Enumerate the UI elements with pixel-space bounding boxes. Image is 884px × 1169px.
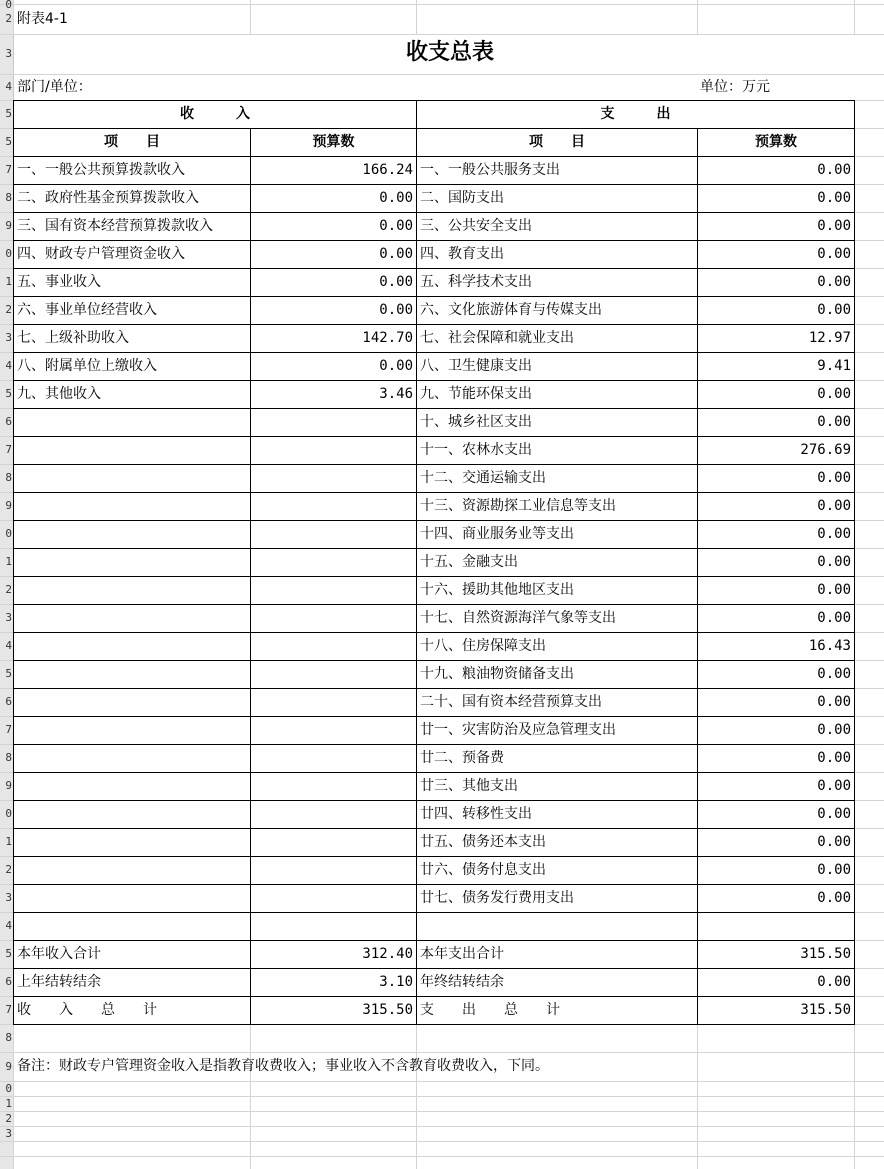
grid-vline	[854, 1024, 855, 1169]
row-number[interactable]: 8	[5, 1031, 12, 1044]
row-number[interactable]: 2	[5, 863, 12, 876]
income-value-cell[interactable]: 0.00	[379, 218, 413, 234]
grid-hline	[0, 1111, 884, 1112]
expense-value-cell[interactable]: 0.00	[817, 470, 851, 486]
expense-value-cell[interactable]: 315.50	[800, 1002, 851, 1018]
income-item-cell[interactable]	[17, 772, 249, 800]
expense-item-cell[interactable]: 年终结转结余	[420, 974, 504, 990]
expense-item-cell[interactable]: 十二、交通运输支出	[420, 470, 546, 486]
expense-value-cell[interactable]: 9.41	[817, 358, 851, 374]
expense-value-cell[interactable]: 0.00	[817, 246, 851, 262]
expense-value-cell[interactable]: 0.00	[817, 666, 851, 682]
income-value-cell[interactable]: 0.00	[379, 246, 413, 262]
expense-value-cell[interactable]: 315.50	[800, 946, 851, 962]
grid-vline	[697, 0, 698, 34]
grid-hline	[0, 4, 884, 5]
expense-item-cell[interactable]: 二、国防支出	[420, 190, 504, 206]
row-number[interactable]: 3	[5, 331, 12, 344]
expense-item-cell[interactable]: 廿三、其他支出	[420, 778, 518, 794]
expense-item-cell[interactable]: 十四、商业服务业等支出	[420, 526, 574, 542]
department-label: 部门/单位：	[17, 79, 92, 95]
income-budget-header: 预算数	[312, 134, 355, 150]
expense-value-cell[interactable]: 276.69	[800, 442, 851, 458]
income-item-cell[interactable]: 收 入 总 计	[17, 1002, 157, 1018]
row-number[interactable]: 6	[5, 415, 12, 428]
sheet-tag: 附表4-1	[17, 11, 68, 27]
expense-value-cell[interactable]: 12.97	[808, 330, 851, 346]
grid-vline	[416, 0, 417, 34]
row-number[interactable]: 8	[5, 471, 12, 484]
grid-hline	[0, 1156, 884, 1157]
expense-item-cell[interactable]: 廿一、灾害防治及应急管理支出	[420, 722, 616, 738]
row-number[interactable]: 2	[5, 12, 12, 25]
row-number[interactable]: 1	[5, 1097, 12, 1110]
expense-value-cell[interactable]: 0.00	[817, 274, 851, 290]
expense-item-cell[interactable]: 十七、自然资源海洋气象等支出	[420, 610, 616, 626]
row-number[interactable]: 5	[5, 107, 12, 120]
row-number[interactable]: 8	[5, 191, 12, 204]
income-item-cell[interactable]	[17, 576, 249, 604]
expense-item-cell[interactable]: 一、一般公共服务支出	[420, 162, 560, 178]
expense-item-cell[interactable]: 九、节能环保支出	[420, 386, 532, 402]
income-value-cell[interactable]: 0.00	[379, 302, 413, 318]
table-vline	[13, 100, 14, 1025]
income-item-cell[interactable]	[17, 688, 249, 716]
income-item-cell[interactable]: 六、事业单位经营收入	[17, 302, 157, 318]
income-value-cell[interactable]: 0.00	[379, 358, 413, 374]
expense-item-cell[interactable]: 廿二、预备费	[420, 750, 504, 766]
expense-item-cell[interactable]: 五、科学技术支出	[420, 274, 532, 290]
income-item-cell[interactable]	[17, 912, 249, 940]
income-item-cell[interactable]	[17, 884, 249, 912]
expense-item-cell[interactable]: 十五、金融支出	[420, 554, 518, 570]
row-number[interactable]: 5	[5, 667, 12, 680]
income-item-cell[interactable]	[17, 856, 249, 884]
row-number[interactable]: 5	[5, 387, 12, 400]
grid-hline	[0, 1141, 884, 1142]
income-value-cell[interactable]: 315.50	[362, 1002, 413, 1018]
footnote: 备注：财政专户管理资金收入是指教育收费收入；事业收入不含教育收费收入，下同。	[17, 1058, 549, 1074]
income-item-cell[interactable]	[17, 436, 249, 464]
expense-value-cell[interactable]: 0.00	[817, 750, 851, 766]
expense-item-cell[interactable]: 四、教育支出	[420, 246, 504, 262]
expense-value-cell[interactable]: 0.00	[817, 498, 851, 514]
expense-item-cell[interactable]: 三、公共安全支出	[420, 218, 532, 234]
income-value-cell[interactable]: 3.46	[379, 386, 413, 402]
grid-vline	[13, 1024, 14, 1169]
income-item-cell[interactable]: 五、事业收入	[17, 274, 101, 290]
expense-item-cell[interactable]: 廿六、债务付息支出	[420, 862, 546, 878]
row-number[interactable]: 0	[5, 807, 12, 820]
income-value-cell[interactable]	[251, 772, 413, 800]
expense-item-cell[interactable]: 支 出 总 计	[420, 1002, 560, 1018]
expense-item-cell[interactable]: 十一、农林水支出	[420, 442, 532, 458]
income-value-cell[interactable]	[251, 604, 413, 632]
expense-item-cell[interactable]: 廿五、债务还本支出	[420, 834, 546, 850]
row-number[interactable]: 2	[5, 583, 12, 596]
row-number[interactable]: 2	[5, 303, 12, 316]
expense-value-cell[interactable]: 0.00	[817, 806, 851, 822]
income-value-cell[interactable]	[251, 744, 413, 772]
expense-header: 支 出	[600, 106, 671, 122]
income-item-cell[interactable]	[17, 464, 249, 492]
expense-value-cell[interactable]: 0.00	[817, 862, 851, 878]
expense-value-cell[interactable]: 0.00	[817, 218, 851, 234]
grid-vline	[250, 1024, 251, 1169]
row-number[interactable]: 4	[5, 80, 12, 93]
table-vline	[854, 100, 855, 1025]
income-item-cell[interactable]	[17, 632, 249, 660]
grid-hline	[0, 1126, 884, 1127]
expense-item-cell[interactable]: 十六、援助其他地区支出	[420, 582, 574, 598]
income-item-cell[interactable]: 三、国有资本经营预算拨款收入	[17, 218, 213, 234]
expense-value-cell[interactable]: 0.00	[817, 582, 851, 598]
income-value-cell[interactable]: 0.00	[379, 274, 413, 290]
income-value-cell[interactable]	[251, 912, 413, 940]
row-number[interactable]: 5	[5, 135, 12, 148]
income-value-cell[interactable]	[251, 828, 413, 856]
income-value-cell[interactable]	[251, 436, 413, 464]
income-item-cell[interactable]	[17, 408, 249, 436]
income-value-cell[interactable]	[251, 520, 413, 548]
expense-item-cell[interactable]: 十九、粮油物资储备支出	[420, 666, 574, 682]
expense-item-cell[interactable]: 七、社会保障和就业支出	[420, 330, 574, 346]
page-title: 收支总表	[405, 40, 494, 65]
expense-item-cell[interactable]: 二十、国有资本经营预算支出	[420, 694, 602, 710]
income-value-cell[interactable]	[251, 576, 413, 604]
row-number[interactable]: 7	[5, 443, 12, 456]
row-number[interactable]: 7	[5, 723, 12, 736]
income-item-cell[interactable]	[17, 604, 249, 632]
income-value-cell[interactable]	[251, 632, 413, 660]
expense-value-cell[interactable]: 0.00	[817, 414, 851, 430]
income-item-cell[interactable]	[17, 744, 249, 772]
income-item-cell[interactable]: 八、附属单位上缴收入	[17, 358, 157, 374]
income-item-cell[interactable]	[17, 492, 249, 520]
income-item-cell[interactable]: 上年结转结余	[17, 974, 101, 990]
income-item-cell[interactable]: 二、政府性基金预算拨款收入	[17, 190, 199, 206]
grid-vline	[13, 0, 14, 34]
row-number[interactable]: 1	[5, 275, 12, 288]
row-number[interactable]: 2	[5, 1112, 12, 1125]
income-value-cell[interactable]	[251, 548, 413, 576]
expense-value-cell[interactable]: 0.00	[817, 834, 851, 850]
expense-value-cell[interactable]: 0.00	[817, 162, 851, 178]
income-item-cell[interactable]	[17, 716, 249, 744]
income-item-cell[interactable]	[17, 548, 249, 576]
expense-value-cell[interactable]: 16.43	[808, 638, 851, 654]
income-item-cell[interactable]	[17, 660, 249, 688]
row-number[interactable]: 0	[5, 0, 12, 10]
income-item-cell[interactable]: 一、一般公共预算拨款收入	[17, 162, 185, 178]
expense-value-cell[interactable]: 0.00	[817, 694, 851, 710]
expense-item-cell[interactable]: 十、城乡社区支出	[420, 414, 532, 430]
expense-value-cell[interactable]: 0.00	[817, 974, 851, 990]
income-item-cell[interactable]: 九、其他收入	[17, 386, 101, 402]
expense-budget-header: 预算数	[755, 134, 797, 150]
income-item-cell[interactable]	[17, 828, 249, 856]
income-item-cell[interactable]: 本年收入合计	[17, 946, 101, 962]
expense-item-cell[interactable]: 廿七、债务发行费用支出	[420, 890, 574, 906]
expense-value-cell[interactable]: 0.00	[817, 386, 851, 402]
row-number[interactable]: 9	[5, 219, 12, 232]
income-item-cell[interactable]	[17, 520, 249, 548]
income-value-cell[interactable]	[251, 884, 413, 912]
expense-item-cell[interactable]: 六、文化旅游体育与传媒支出	[420, 302, 602, 318]
income-value-cell[interactable]	[251, 464, 413, 492]
expense-item-cell[interactable]: 廿四、转移性支出	[420, 806, 532, 822]
row-number[interactable]: 0	[5, 1082, 12, 1095]
expense-value-cell[interactable]: 0.00	[817, 778, 851, 794]
row-number[interactable]: 4	[5, 359, 12, 372]
expense-value-cell[interactable]: 0.00	[817, 302, 851, 318]
row-number[interactable]: 3	[5, 611, 12, 624]
row-number[interactable]: 9	[5, 1060, 12, 1073]
income-value-cell[interactable]: 142.70	[362, 330, 413, 346]
expense-item-cell[interactable]: 本年支出合计	[420, 946, 504, 962]
unit-label: 单位：万元	[700, 79, 770, 95]
row-number[interactable]: 5	[5, 947, 12, 960]
row-number[interactable]: 3	[5, 47, 12, 60]
expense-item-cell[interactable]	[420, 912, 696, 940]
row-number[interactable]: 7	[5, 163, 12, 176]
row-number[interactable]: 9	[5, 499, 12, 512]
expense-value-cell[interactable]: 0.00	[817, 722, 851, 738]
income-value-cell[interactable]: 3.10	[379, 974, 413, 990]
row-number[interactable]: 1	[5, 555, 12, 568]
expense-item-cell[interactable]: 十三、资源勘探工业信息等支出	[420, 498, 616, 514]
income-value-cell[interactable]	[251, 800, 413, 828]
expense-value-cell[interactable]: 0.00	[817, 526, 851, 542]
income-header: 收 入	[180, 106, 250, 122]
grid-vline	[697, 1024, 698, 1169]
expense-value-cell[interactable]: 0.00	[817, 554, 851, 570]
row-number[interactable]: 0	[5, 247, 12, 260]
income-item-cell[interactable]	[17, 800, 249, 828]
grid-vline	[854, 0, 855, 34]
grid-vline	[416, 1024, 417, 1169]
expense-value-cell[interactable]: 0.00	[817, 190, 851, 206]
expense-value-cell[interactable]	[698, 912, 851, 940]
row-number[interactable]: 9	[5, 779, 12, 792]
table-hline	[13, 1024, 855, 1025]
income-value-cell[interactable]	[251, 492, 413, 520]
income-value-cell[interactable]	[251, 660, 413, 688]
grid-hline	[0, 1081, 884, 1082]
income-value-cell[interactable]	[251, 408, 413, 436]
row-number[interactable]: 8	[5, 751, 12, 764]
income-value-cell[interactable]	[251, 716, 413, 744]
row-number[interactable]: 6	[5, 695, 12, 708]
row-number[interactable]: 6	[5, 975, 12, 988]
income-item-cell[interactable]: 七、上级补助收入	[17, 330, 129, 346]
expense-item-header: 项 目	[529, 134, 585, 150]
row-number[interactable]: 4	[5, 639, 12, 652]
row-number[interactable]: 7	[5, 1003, 12, 1016]
expense-item-cell[interactable]: 十八、住房保障支出	[420, 638, 546, 654]
table-vline	[416, 100, 417, 1025]
grid-hline	[0, 1096, 884, 1097]
income-value-cell[interactable]: 0.00	[379, 190, 413, 206]
row-number[interactable]: 1	[5, 835, 12, 848]
grid-vline	[250, 0, 251, 34]
income-item-cell[interactable]: 四、财政专户管理资金收入	[17, 246, 185, 262]
row-number[interactable]: 0	[5, 527, 12, 540]
expense-value-cell[interactable]: 0.00	[817, 610, 851, 626]
row-number[interactable]: 3	[5, 891, 12, 904]
row-number[interactable]: 4	[5, 919, 12, 932]
income-value-cell[interactable]: 166.24	[362, 162, 413, 178]
income-value-cell[interactable]	[251, 688, 413, 716]
income-value-cell[interactable]	[251, 856, 413, 884]
row-number[interactable]: 3	[5, 1127, 12, 1140]
expense-value-cell[interactable]: 0.00	[817, 890, 851, 906]
income-item-header: 项 目	[104, 134, 160, 150]
expense-item-cell[interactable]: 八、卫生健康支出	[420, 358, 532, 374]
income-value-cell[interactable]: 312.40	[362, 946, 413, 962]
